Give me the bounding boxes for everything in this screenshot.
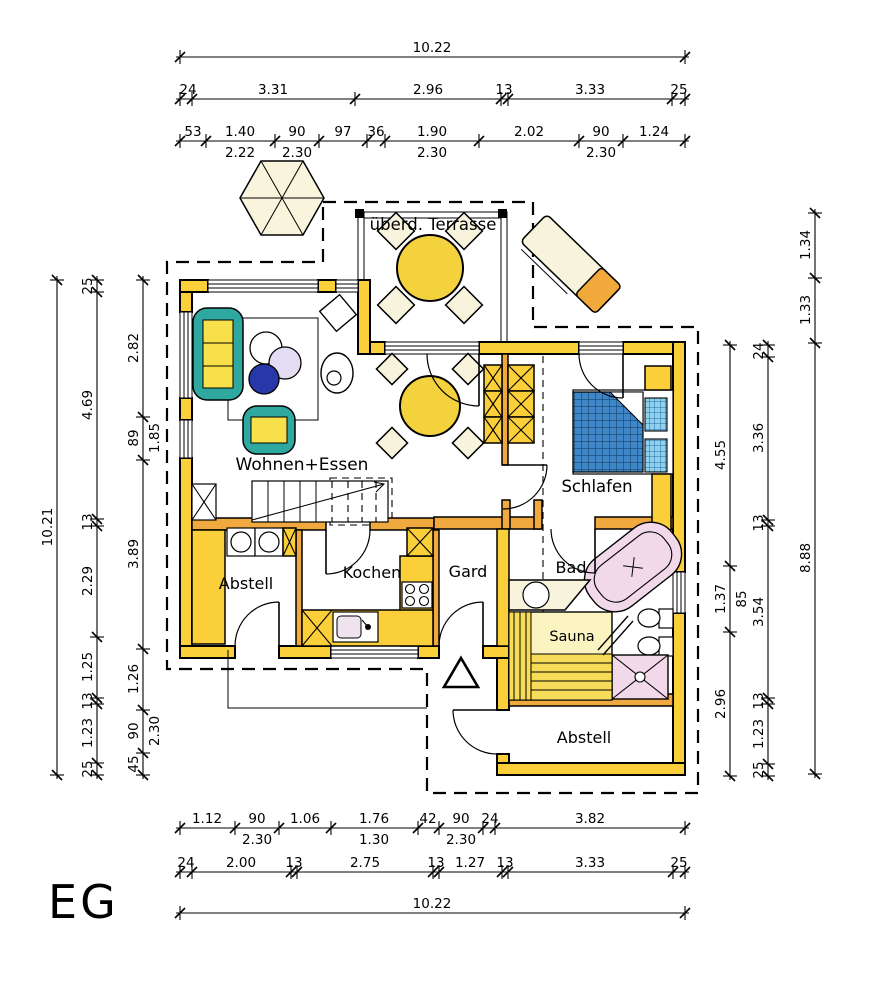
dim-label: 42: [419, 811, 437, 827]
dim-label: 2.30: [281, 145, 313, 161]
dim-label: 13: [427, 855, 445, 871]
room-label-schlafen: Schlafen: [561, 477, 633, 496]
dim-chain-left-col2: [80, 275, 104, 780]
dim-label: 13: [751, 692, 767, 710]
dim-label: 1.23: [751, 718, 767, 750]
dim-label: 13: [80, 692, 96, 710]
bedroom-furniture: [484, 365, 673, 530]
dim-label: 2.02: [513, 124, 545, 140]
dim-label: 90: [452, 811, 470, 827]
dim-label: 25: [80, 277, 96, 295]
dim-label: 1.33: [798, 294, 814, 326]
dim-label: 3.33: [574, 82, 606, 98]
floor-title: EG: [48, 875, 119, 929]
dim-label: 1.90: [416, 124, 448, 140]
dim-label: 4.55: [713, 439, 729, 471]
dim-chain-left-col3: [126, 275, 163, 780]
dim-chain-top-row2: [175, 82, 690, 106]
dim-label: 2.30: [416, 145, 448, 161]
room-label-kochen: Kochen: [342, 563, 402, 582]
parasol-hexagon-icon: [240, 161, 324, 235]
dim-chain-right-inner: [713, 340, 750, 781]
dim-label: 3.82: [574, 811, 606, 827]
room-label-gard: Gard: [448, 562, 488, 581]
dim-label: 1.26: [126, 663, 142, 695]
room-label-abstell-rechts: Abstell: [556, 728, 612, 747]
dim-label: 13: [496, 855, 514, 871]
dim-label: 10.21: [40, 507, 56, 547]
dim-label: 1.06: [289, 811, 321, 827]
toilet: [638, 609, 673, 628]
dim-label: 4.69: [80, 389, 96, 421]
dim-label: 2.22: [224, 145, 256, 161]
dim-label: 1.24: [638, 124, 670, 140]
dim-label: 89: [126, 429, 142, 447]
dim-label: 1.85: [147, 422, 163, 454]
dining-set: [376, 353, 483, 458]
room-label-wohnen-essen: Wohnen+Essen: [235, 455, 369, 475]
dim-label: 2.75: [349, 855, 381, 871]
dim-label: 2.96: [713, 688, 729, 720]
dim-label: 1.34: [798, 229, 814, 261]
dim-chain-top-row3: [175, 124, 690, 161]
dim-label: 1.40: [224, 124, 256, 140]
dim-label: 2.82: [126, 332, 142, 364]
dim-label: 10.22: [412, 896, 452, 912]
dim-label: 1.23: [80, 717, 96, 749]
dim-label: 2.00: [225, 855, 257, 871]
dim-label: 36: [367, 124, 385, 140]
dim-chain-left-overall: [40, 275, 64, 780]
dim-label: 2.30: [147, 715, 163, 747]
dim-label: 1.27: [454, 855, 486, 871]
dim-label: 2.30: [585, 145, 617, 161]
stairs: [192, 481, 388, 522]
dim-label: 97: [334, 124, 352, 140]
dim-label: 2.29: [80, 565, 96, 597]
dim-label: 25: [670, 82, 688, 98]
dim-label: 3.33: [574, 855, 606, 871]
dim-chain-top-overall: [175, 40, 690, 64]
dim-chain-right-outer: [798, 208, 822, 779]
bidet: [638, 637, 673, 656]
sofa: [193, 308, 243, 400]
dim-label: 1.37: [713, 583, 729, 615]
lounge-chair: [321, 353, 353, 393]
dim-label: 45: [126, 755, 142, 773]
dim-label: 2.30: [241, 832, 273, 848]
dim-label: 53: [184, 124, 202, 140]
dim-label: 25: [80, 760, 96, 778]
dim-label: 1.25: [80, 651, 96, 683]
dim-chain-bottom-row2: [175, 855, 690, 879]
dim-label: 3.89: [126, 538, 142, 570]
dim-label: 2.30: [445, 832, 477, 848]
dim-label: 1.76: [358, 811, 390, 827]
dim-label: 25: [751, 761, 767, 779]
room-label-bad: Bad: [555, 558, 587, 577]
dim-label: 1.30: [358, 832, 390, 848]
dim-label: 90: [592, 124, 610, 140]
shower: [612, 655, 668, 699]
room-label-terrasse: überd. Terrasse: [369, 215, 497, 234]
dim-label: 90: [248, 811, 266, 827]
dim-label: 3.36: [751, 422, 767, 454]
dim-chain-bottom-row1: [175, 811, 690, 848]
room-label-abstell-links: Abstell: [218, 574, 274, 593]
stove: [402, 582, 432, 608]
dim-label: 24: [481, 811, 499, 827]
dim-label: 85: [734, 590, 750, 608]
washbasin: [509, 580, 590, 610]
dim-label: 10.22: [412, 40, 452, 56]
dim-label: 24: [177, 855, 195, 871]
wardrobe: [484, 365, 534, 443]
dimension-chains: [40, 40, 822, 920]
entrance-triangle-icon: [444, 658, 478, 687]
dim-label: 3.31: [257, 82, 289, 98]
armchair: [243, 406, 295, 454]
dim-chain-bottom-overall: [175, 896, 690, 920]
dim-label: 13: [285, 855, 303, 871]
dim-label: 25: [670, 855, 688, 871]
dim-label: 13: [751, 514, 767, 532]
living-room-furniture: [193, 295, 356, 454]
room-label-sauna: Sauna: [549, 629, 595, 645]
dim-label: 13: [495, 82, 513, 98]
dim-label: 90: [288, 124, 306, 140]
dim-chain-right-mid: [751, 340, 775, 781]
sink: [333, 612, 378, 642]
dim-label: 13: [80, 513, 96, 531]
dim-label: 2.96: [412, 82, 444, 98]
double-bed: [573, 390, 673, 474]
dim-label: 24: [179, 82, 197, 98]
side-chair: [320, 295, 357, 332]
dim-label: 24: [751, 342, 767, 360]
dim-label: 8.88: [798, 542, 814, 574]
dim-label: 3.54: [751, 596, 767, 628]
dim-label: 1.12: [191, 811, 223, 827]
dim-label: 90: [126, 722, 142, 740]
